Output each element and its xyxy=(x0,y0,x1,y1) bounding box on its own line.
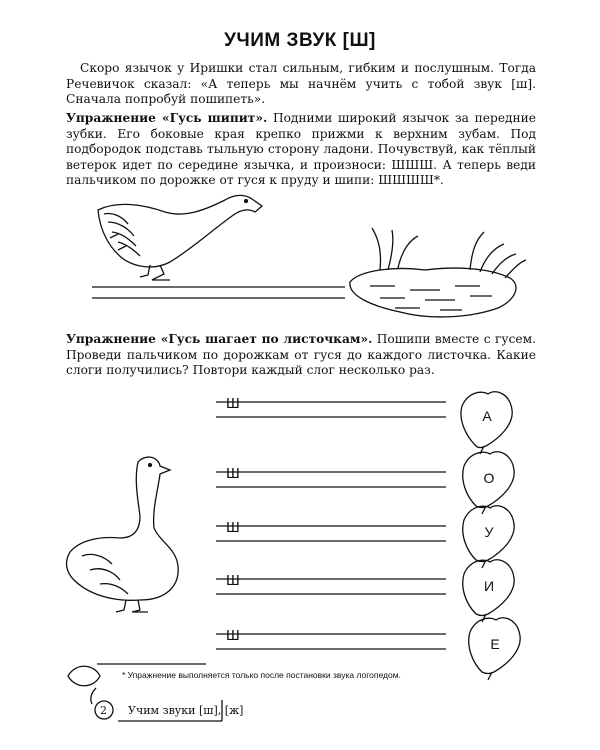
running-footer: Учим звуки [ш], [ж] xyxy=(128,704,244,717)
leaf-tracks xyxy=(216,402,446,649)
track-start-letter: Ш xyxy=(226,465,240,482)
footnote: * Упражнение выполняется только после постановки звука логопедом. xyxy=(122,670,401,680)
leaf-vowel: И xyxy=(483,578,495,594)
track-start-letter: Ш xyxy=(226,572,240,589)
leaf-vowel: О xyxy=(483,470,495,486)
track-start-letter: Ш xyxy=(226,627,240,644)
page-number: 2 xyxy=(100,704,107,717)
standing-goose-illustration xyxy=(67,457,179,612)
exercise1-text: Подними широкий язычок за передние зубки. Его боковые края крепко прижми к верхним зубам. Под подбородок подставь тыльную сторону ладони. Почувствуй, как тёплый ветерок идет по середине язычка, и произноси: ШШШ. А теперь веди пальчиком по дорожке от гуся к пруду и шипи: ШШШШ*. xyxy=(66,111,536,187)
hissing-goose-illustration xyxy=(98,195,262,280)
track-start-letter: Ш xyxy=(226,395,240,412)
exercise2-label: Упражнение «Гусь шагает по листочкам». xyxy=(66,332,373,346)
exercise1-label: Упражнение «Гусь шипит». xyxy=(66,111,268,125)
intro-paragraph: Скоро язычок у Иришки стал сильным, гибким и послушным. Тогда Речевичок сказал: «А теперь мы начнём учить с тобой звук [ш]. Сначала попробуй пошипеть». xyxy=(66,61,536,106)
leaf-vowel: У xyxy=(484,524,494,540)
leaf-vowel: Е xyxy=(490,636,500,652)
leaf-vowel: А xyxy=(482,408,492,424)
page-title: УЧИМ ЗВУК [Ш] xyxy=(224,30,376,51)
pond-illustration xyxy=(350,228,526,317)
track-start-letter: Ш xyxy=(226,519,240,536)
exercise2-text: Пошипи вместе с гусем. Проведи пальчиком по дорожкам от гуся до каждого листочка. Какие слоги получились? Повтори каждый слог несколько раз. xyxy=(66,332,536,377)
